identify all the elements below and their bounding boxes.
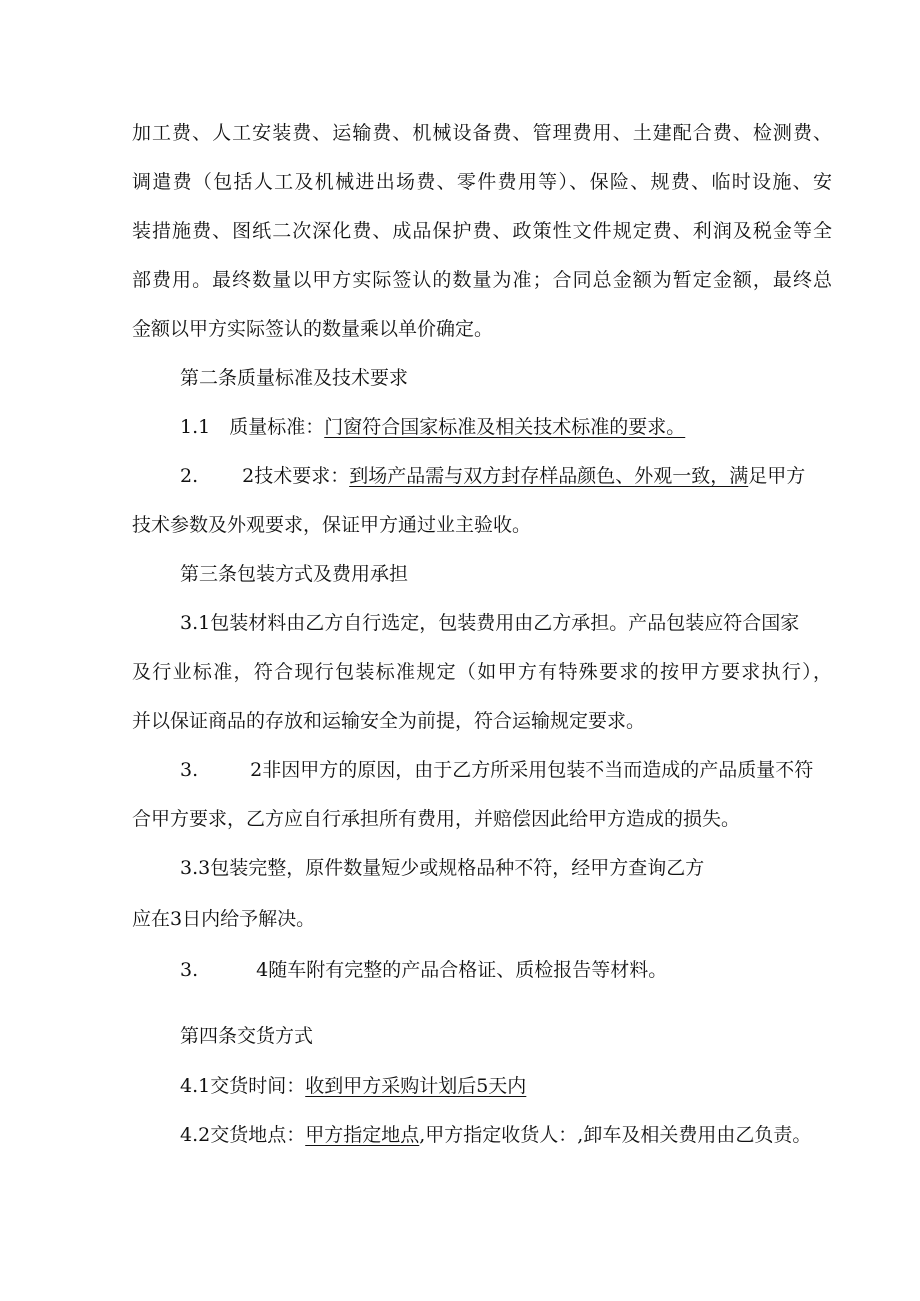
article3-clause-2-line-1 [180, 757, 813, 783]
article4-clause-2 [180, 1122, 811, 1148]
article4-clause-1 [180, 1073, 526, 1099]
clause-text: ,甲方指定收货人：,卸车及相关费用由乙负责。 [419, 1124, 812, 1146]
article2-clause-2 [180, 463, 805, 489]
clause-label: 2技术要求： [242, 465, 350, 487]
clause-value-underlined: 甲方指定地点 [305, 1124, 420, 1146]
clause-value-underlined: 到场产品需与双方封存样品颜色、外观一致，满 [349, 465, 749, 487]
clause-number: 2. [180, 465, 199, 487]
clause-value-underlined: 门窗符合国家标准及相关技术标准的要求。 [324, 416, 686, 438]
clause-number: 3. [180, 959, 199, 981]
article3-clause-3-line-1: 3.3包装完整，原件数量短少或规格品种不符，经甲方查询乙方 [180, 857, 705, 879]
article2-heading: 第二条质量标准及技术要求 [180, 367, 409, 389]
clause-text: 4随车附有完整的产品合格证、质检报告等材料。 [256, 959, 668, 981]
article3-clause-1-line-1: 3.1包装材料由乙方自行选定，包装费用由乙方承担。产品包装应符合国家 [180, 612, 800, 634]
clause-text: 足甲方 [748, 465, 806, 487]
fees-line-3: 装措施费、图纸二次深化费、成品保护费、政策性文件规定费、利润及税金等全 [132, 220, 832, 242]
article2-clause-2-line-2: 技术参数及外观要求，保证甲方通过业主验收。 [132, 514, 532, 536]
clause-number: 3. [180, 759, 199, 781]
clause-label: 4.1交货时间： [180, 1075, 306, 1097]
fees-line-2: 调遣费（包括人工及机械进出场费、零件费用等）、保险、规费、临时设施、安 [132, 171, 832, 193]
clause-text: 2非因甲方的原因，由于乙方所采用包装不当而造成的产品质量不符 [250, 759, 814, 781]
fees-line-5: 金额以甲方实际签认的数量乘以单价确定。 [132, 318, 494, 340]
article3-clause-4 [180, 957, 667, 983]
article2-clause-1 [180, 414, 685, 440]
clause-label: 4.2交货地点： [180, 1124, 306, 1146]
clause-label: 1.1 质量标准： [180, 416, 325, 438]
article3-clause-3-line-2: 应在3日内给予解决。 [132, 908, 316, 930]
article3-clause-2-line-2: 合甲方要求，乙方应自行承担所有费用，并赔偿因此给甲方造成的损失。 [132, 808, 741, 830]
fees-line-1: 加工费、人工安装费、运输费、机械设备费、管理费用、土建配合费、检测费、 [132, 122, 832, 144]
clause-value-underlined: 收到甲方采购计划后5天内 [305, 1075, 527, 1097]
fees-line-4: 部费用。最终数量以甲方实际签认的数量为准；合同总金额为暂定金额，最终总 [132, 269, 832, 291]
article3-clause-1-line-3: 并以保证商品的存放和运输安全为前提，符合运输规定要求。 [132, 710, 646, 732]
article4-heading: 第四条交货方式 [180, 1025, 314, 1047]
article3-heading: 第三条包装方式及费用承担 [180, 563, 409, 585]
article3-clause-1-line-2: 及行业标准，符合现行包装标准规定（如甲方有特殊要求的按甲方要求执行）， [132, 661, 832, 683]
